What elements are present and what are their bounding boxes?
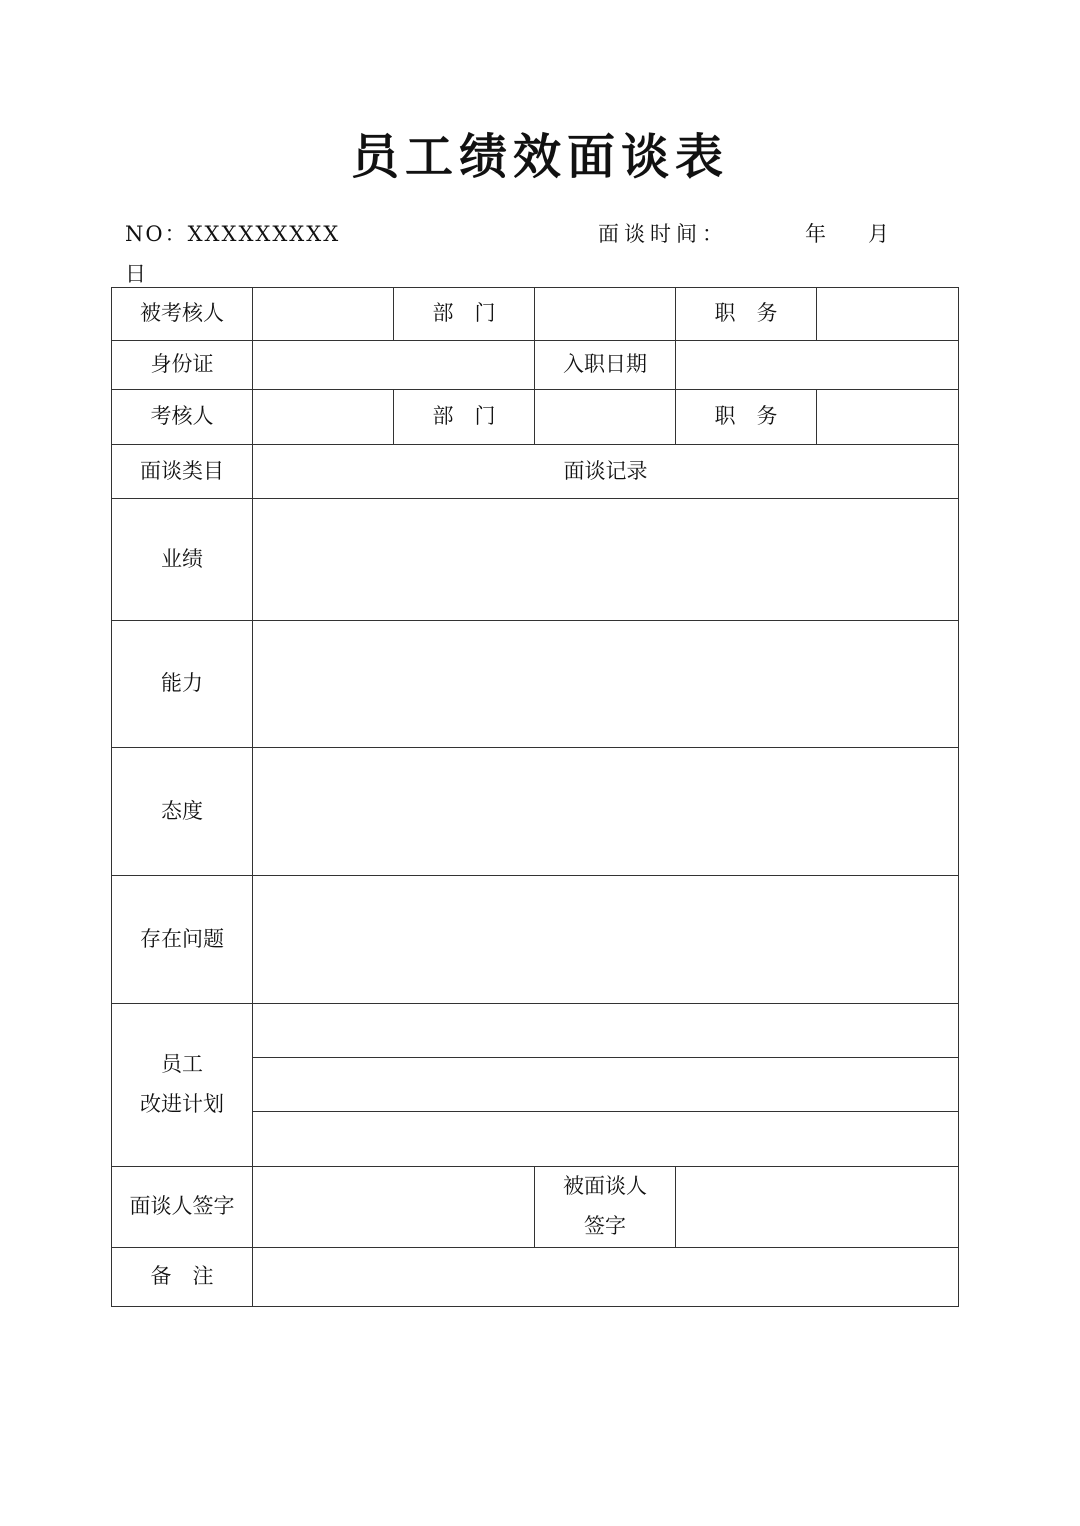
month-label: 月 [868, 222, 891, 246]
interviewee-signature-field[interactable] [676, 1167, 959, 1248]
interviewee-signature-label-line1: 被面谈人 [563, 1174, 647, 1198]
remarks-label: 备 注 [112, 1247, 253, 1306]
id-card-label: 身份证 [112, 341, 253, 390]
interviewer-signature-label: 面谈人签字 [112, 1167, 253, 1248]
reviewer-dept-label: 部 门 [394, 390, 535, 445]
reviewee-position-label: 职 务 [676, 288, 817, 341]
plan-fields [253, 1004, 959, 1167]
reviewer-field[interactable] [253, 390, 394, 445]
reviewer-label: 考核人 [112, 390, 253, 445]
reviewer-dept-field[interactable] [535, 390, 676, 445]
reviewee-dept-label: 部 门 [394, 288, 535, 341]
id-card-field[interactable] [253, 341, 535, 390]
plan-label-line1: 员工 [161, 1052, 203, 1077]
reviewee-dept-field[interactable] [535, 288, 676, 341]
interview-form-table [111, 287, 959, 1307]
reviewer-position-field[interactable] [817, 390, 959, 445]
reviewer-row [112, 390, 959, 445]
ability-row [112, 621, 959, 748]
reviewee-field[interactable] [253, 288, 394, 341]
reviewee-row [112, 288, 959, 341]
interviewee-signature-label [535, 1167, 676, 1248]
plan-line-2[interactable] [253, 1058, 958, 1112]
problems-row [112, 876, 959, 1004]
attitude-row [112, 748, 959, 876]
plan-line-3[interactable] [253, 1112, 958, 1166]
ability-label: 能力 [112, 621, 253, 748]
interview-time-label: 面谈时间： [598, 222, 728, 246]
plan-line-1[interactable] [253, 1004, 958, 1058]
id-row [112, 341, 959, 390]
remarks-row [112, 1247, 959, 1306]
header-row [112, 445, 959, 499]
hire-date-field[interactable] [676, 341, 959, 390]
problems-label: 存在问题 [112, 876, 253, 1004]
reviewee-label: 被考核人 [112, 288, 253, 341]
record-header: 面谈记录 [253, 445, 959, 499]
reviewee-position-field[interactable] [817, 288, 959, 341]
remarks-field[interactable] [253, 1247, 959, 1306]
performance-row [112, 499, 959, 621]
signature-row [112, 1167, 959, 1248]
form-title: 员工绩效面谈表 [350, 129, 729, 185]
year-label: 年 [805, 222, 828, 246]
attitude-label: 态度 [112, 748, 253, 876]
performance-field[interactable] [253, 499, 959, 621]
plan-label [112, 1004, 253, 1167]
interviewee-signature-label-line2: 签字 [584, 1213, 626, 1238]
form-number: NO：XXXXXXXXX [125, 222, 341, 246]
hire-date-label: 入职日期 [535, 341, 676, 390]
plan-label-line2: 改进计划 [140, 1092, 224, 1116]
ability-field[interactable] [253, 621, 959, 748]
reviewer-position-label: 职 务 [676, 390, 817, 445]
day-label: 日 [125, 262, 148, 286]
problems-field[interactable] [253, 876, 959, 1004]
category-header: 面谈类目 [112, 445, 253, 499]
performance-label: 业绩 [112, 499, 253, 621]
plan-row [112, 1004, 959, 1167]
interviewer-signature-field[interactable] [253, 1167, 535, 1248]
attitude-field[interactable] [253, 748, 959, 876]
